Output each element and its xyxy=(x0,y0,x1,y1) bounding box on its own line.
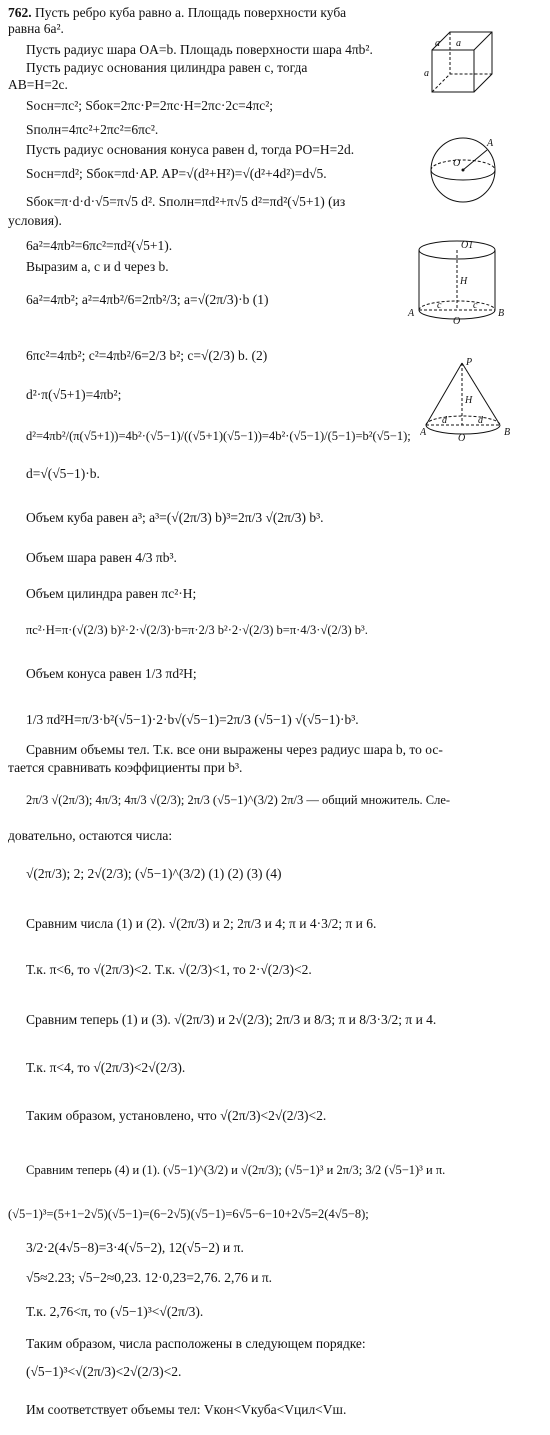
formula-line: Sполн=4πc²+2πc²=6πc². xyxy=(26,122,159,137)
formula-line: d²·π(√5+1)=4πb²; xyxy=(26,387,122,402)
problem-line-2: равна 6a². xyxy=(8,21,64,36)
text-line: тается сравнивать коэффициенты при b³. xyxy=(8,760,243,775)
cube-label: a xyxy=(435,38,440,49)
formula-line: √(2π/3); 2; 2√(2/3); (√5−1)^(3/2) (1) (2) (3) (4) xyxy=(26,866,282,881)
cylinder-label: O1 xyxy=(461,240,474,251)
problem-number: 762. xyxy=(8,5,32,20)
formula-line: Т.к. π<6, то √(2π/3)<2. Т.к. √(2/3)<1, то 2·√(2/3)<2. xyxy=(26,962,312,977)
cone-label: d xyxy=(442,415,447,426)
formula-line: d²=4πb²/(π(√5+1))=4b²·(√5−1)/((√5+1)(√5−1))=4b²·(√5−1)/(5−1)=b²(√5−1); xyxy=(26,429,411,443)
formula-line: Сравним теперь (1) и (3). √(2π/3) и 2√(2/3); 2π/3 и 8/3; π и 8/3·3/2; π и 4. xyxy=(26,1012,437,1027)
formula-line: Сравним теперь (4) и (1). (√5−1)^(3/2) и √(2π/3); (√5−1)³ и 2π/3; 3/2 (√5−1)³ и π. xyxy=(26,1163,446,1177)
formula-line: Sосн=πd²; Sбок=πd·AP. AP=√(d²+H²)=√(d²+4d²)=d√5. xyxy=(26,166,327,181)
cone-label: P xyxy=(466,357,473,368)
cube-label: a xyxy=(424,68,429,79)
formula-line: 6a²=4πb²; a²=4πb²/6=2πb²/3; a=√(2π/3)·b (1) xyxy=(26,292,269,307)
formula-line: (√5−1)³<√(2π/3)<2√(2/3)<2. xyxy=(26,1364,182,1379)
formula-line: Sосн=πc²; Sбок=2πc·P=2πc·H=2πc·2c=4πc²; xyxy=(26,98,274,113)
text-line: Им соответствует объемы тел: Vкон<Vкуба<Vцил<Vш. xyxy=(26,1402,347,1417)
formula-line: Сравним числа (1) и (2). √(2π/3) и 2; 2π/3 и 4; π и 4·3/2; π и 6. xyxy=(26,916,377,931)
formula-line: 6a²=4πb²=6πc²=πd²(√5+1). xyxy=(26,238,173,253)
cylinder-label: H xyxy=(460,276,468,287)
text-line: Объем цилиндра равен πc²·H; xyxy=(26,586,197,601)
text-line: Сравним объемы тел. Т.к. все они выражены через радиус шара b, то ос- xyxy=(26,742,443,757)
cone-figure xyxy=(420,355,520,450)
cone-label: H xyxy=(465,395,473,406)
sphere-figure xyxy=(425,132,505,207)
formula-line: πc²·H=π·(√(2/3) b)²·2·√(2/3)·b=π·2/3 b²·2·√(2/3) b=π·4/3·√(2/3) b³. xyxy=(26,623,368,637)
cylinder-label: A xyxy=(408,308,415,319)
cylinder-label: c xyxy=(437,300,442,311)
formula-line: √5≈2.23; √5−2≈0,23. 12·0,23=2,76. 2,76 и π. xyxy=(26,1270,273,1285)
text-line: Пусть радиус основания цилиндра равен c, тогда xyxy=(26,60,308,75)
formula-line: 2π/3 √(2π/3); 4π/3; 4π/3 √(2/3); 2π/3 (√5−1)^(3/2) 2π/3 — общий множитель. Сле- xyxy=(26,793,451,807)
cylinder-label: O xyxy=(453,316,461,327)
text-line: Пусть радиус основания конуса равен d, тогда PO=H=2d. xyxy=(26,142,355,157)
cube-figure xyxy=(422,22,502,102)
formula-line: 6πc²=4πb²; c²=4πb²/6=2/3 b²; c=√(2/3) b. (2) xyxy=(26,348,268,363)
formula-line: 3/2·2(4√5−8)=3·4(√5−2), 12(√5−2) и π. xyxy=(26,1240,244,1255)
formula-line: Т.к. 2,76<π, то (√5−1)³<√(2π/3). xyxy=(26,1304,204,1319)
cone-label: O xyxy=(458,433,466,444)
formula-line: Объем шара равен 4/3 πb³. xyxy=(26,550,177,565)
text-line: Пусть радиус шара OA=b. Площадь поверхности шара 4πb². xyxy=(26,42,373,57)
formula-line: d=√(√5−1)·b. xyxy=(26,466,100,481)
cone-label: B xyxy=(504,427,511,438)
formula-line: (√5−1)³=(5+1−2√5)(√5−1)=(6−2√5)(√5−1)=6√5−6−10+2√5=2(4√5−8); xyxy=(8,1207,369,1221)
text-line: условия). xyxy=(8,213,62,228)
sphere-label: O xyxy=(453,158,461,169)
formula-line: Объем куба равен a³; a³=(√(2π/3) b)³=2π/3 √(2π/3) b³. xyxy=(26,510,324,525)
problem-line-1 xyxy=(8,5,346,21)
text-line: Выразим a, c и d через b. xyxy=(26,259,169,274)
text-line: AB=H=2c. xyxy=(8,77,68,92)
sphere-label: A xyxy=(487,138,494,149)
formula-line: 1/3 πd²H=π/3·b²(√5−1)·2·b√(√5−1)=2π/3 (√5−1) √(√5−1)·b³. xyxy=(26,712,359,727)
formula-line: Sбок=π·d·d·√5=π√5 d². Sполн=πd²+π√5 d²=πd²(√5+1) (из xyxy=(26,194,346,209)
text-line: Объем конуса равен 1/3 πd²H; xyxy=(26,666,197,681)
text: Пусть ребро куба равно a. Площадь поверхности куба xyxy=(35,5,347,20)
formula-line: Таким образом, установлено, что √(2π/3)<2√(2/3)<2. xyxy=(26,1108,327,1123)
cone-label: A xyxy=(420,427,427,438)
cylinder-figure xyxy=(405,232,505,332)
formula-line: Т.к. π<4, то √(2π/3)<2√(2/3). xyxy=(26,1060,186,1075)
cylinder-label: c xyxy=(473,300,478,311)
text-line: довательно, остаются числа: xyxy=(8,828,173,843)
text-line: Таким образом, числа расположены в следующем порядке: xyxy=(26,1336,366,1351)
cube-label: a xyxy=(456,38,461,49)
cone-label: d xyxy=(478,415,483,426)
cylinder-label: B xyxy=(498,308,505,319)
